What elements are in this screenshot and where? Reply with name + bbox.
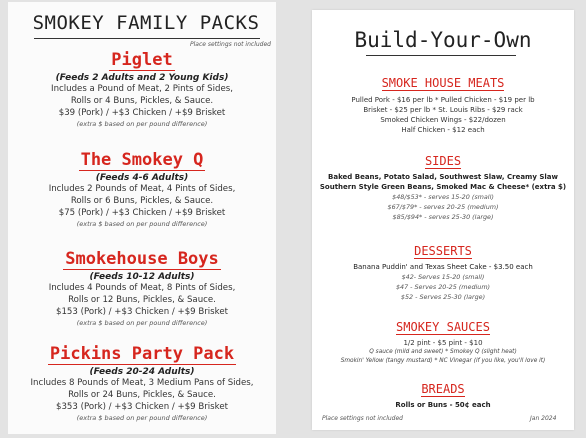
pack-pickins-party-pack [8,344,276,423]
footer-date: Jan 2024 [530,415,557,422]
price-line: $85/$94* - serves 25-30 (large) [392,213,494,221]
section-heading: DESSERTS [414,244,472,258]
pack-desc: Includes a Pound of Meat, 2 Pints of Sides, [51,84,233,94]
pack-piglet [8,50,276,129]
pack-price: $39 (Pork) / +$3 Chicken / +$9 Brisket [58,108,226,118]
menu-line: Half Chicken - $12 each [401,126,485,134]
menu-line: Pulled Pork - $16 per lb * Pulled Chicken - $19 per lb [351,96,535,104]
pack-feeds: (Feeds 20-24 Adults) [89,367,195,377]
pack-feeds: (Feeds 2 Adults and 2 Young Kids) [55,73,229,83]
title-underline [366,55,516,56]
pack-name: Pickins Party Pack [49,344,235,364]
pack-price: $75 (Pork) / +$3 Chicken / +$9 Brisket [58,208,226,218]
menu-line: Banana Puddin' and Texas Sheet Cake - $3.50 each [353,263,533,271]
pack-extra-note: (extra $ based on per pound difference) [76,319,208,327]
pack-extra-note: (extra $ based on per pound difference) [76,220,208,228]
pack-price: $153 (Pork) / +$3 Chicken / +$9 Brisket [56,307,228,317]
section-heading: SIDES [424,154,462,168]
price-line: $52 - Serves 25-30 (large) [400,293,486,301]
section-heading: BREADS [421,382,465,396]
price-line: $67/$79* - serves 20-25 (medium) [387,203,499,211]
pack-smokehouse-boys [8,249,276,328]
pack-desc: Rolls or 6 Buns, Pickles, & Sauce. [70,196,214,206]
build-your-own-title: Build-Your-Own [354,28,532,52]
price-line: $42- Serves 15-20 (small) [401,273,485,281]
menu-line: Rolls or Buns - 50¢ each [395,401,491,409]
pack-feeds: (Feeds 10-12 Adults) [89,272,195,282]
place-settings-note: Place settings not included [190,41,271,48]
pack-desc: Includes 8 Pounds of Meat, 3 Medium Pans of Sides, [30,378,254,388]
menu-line: Smokin' Yellow (tangy mustard) * NC Vinegar (if you like, you'll love it) [340,358,546,364]
section-sides [312,150,574,222]
section-meats [312,72,574,135]
menu-line: Southern Style Green Beans, Smoked Mac & Cheese* (extra $) [319,183,567,191]
menu-line: Baked Beans, Potato Salad, Southwest Slaw, Creamy Slaw [328,173,558,181]
pack-desc: Rolls or 4 Buns, Pickles, & Sauce. [70,96,214,106]
family-packs-title: SMOKEY FAMILY PACKS [32,12,260,34]
section-heading: SMOKE HOUSE MEATS [381,76,505,90]
pack-desc: Rolls or 12 Buns, Pickles, & Sauce. [68,295,216,305]
pack-desc: Includes 4 Pounds of Meat, 8 Pints of Sides, [48,283,236,293]
section-heading: SMOKEY SAUCES [396,320,490,334]
pack-desc: Rolls or 24 Buns, Pickles, & Sauce. [68,390,216,400]
pack-name: Smokehouse Boys [65,249,219,269]
section-desserts [312,240,574,302]
pack-extra-note: (extra $ based on per pound difference) [76,414,208,422]
pack-name: The Smokey Q [80,150,204,170]
pack-feeds: (Feeds 4-6 Adults) [95,173,189,183]
pack-the-smokey-q [8,150,276,229]
footer-note: Place settings not included [322,415,403,422]
pack-name: Piglet [111,50,173,70]
menu-line: Brisket - $25 per lb * St. Louis Ribs - $29 rack [363,106,523,114]
menu-line: Q sauce (mild and sweet) * Smokey Q (slight heat) [369,349,517,355]
pack-price: $353 (Pork) / +$3 Chicken / +$9 Brisket [56,402,228,412]
title-underline [34,38,260,39]
menu-line: Smoked Chicken Wings - $22/dozen [380,116,506,124]
pack-desc: Includes 2 Pounds of Meat, 4 Pints of Sides, [48,184,236,194]
price-line: $47 - Serves 20-25 (medium) [395,283,491,291]
price-line: 1/2 pint - $5 pint - $10 [403,339,483,347]
pack-extra-note: (extra $ based on per pound difference) [76,120,208,128]
price-line: $48/$53* - serves 15-20 (small) [392,193,494,201]
section-breads [312,378,574,410]
section-sauces [312,316,574,366]
